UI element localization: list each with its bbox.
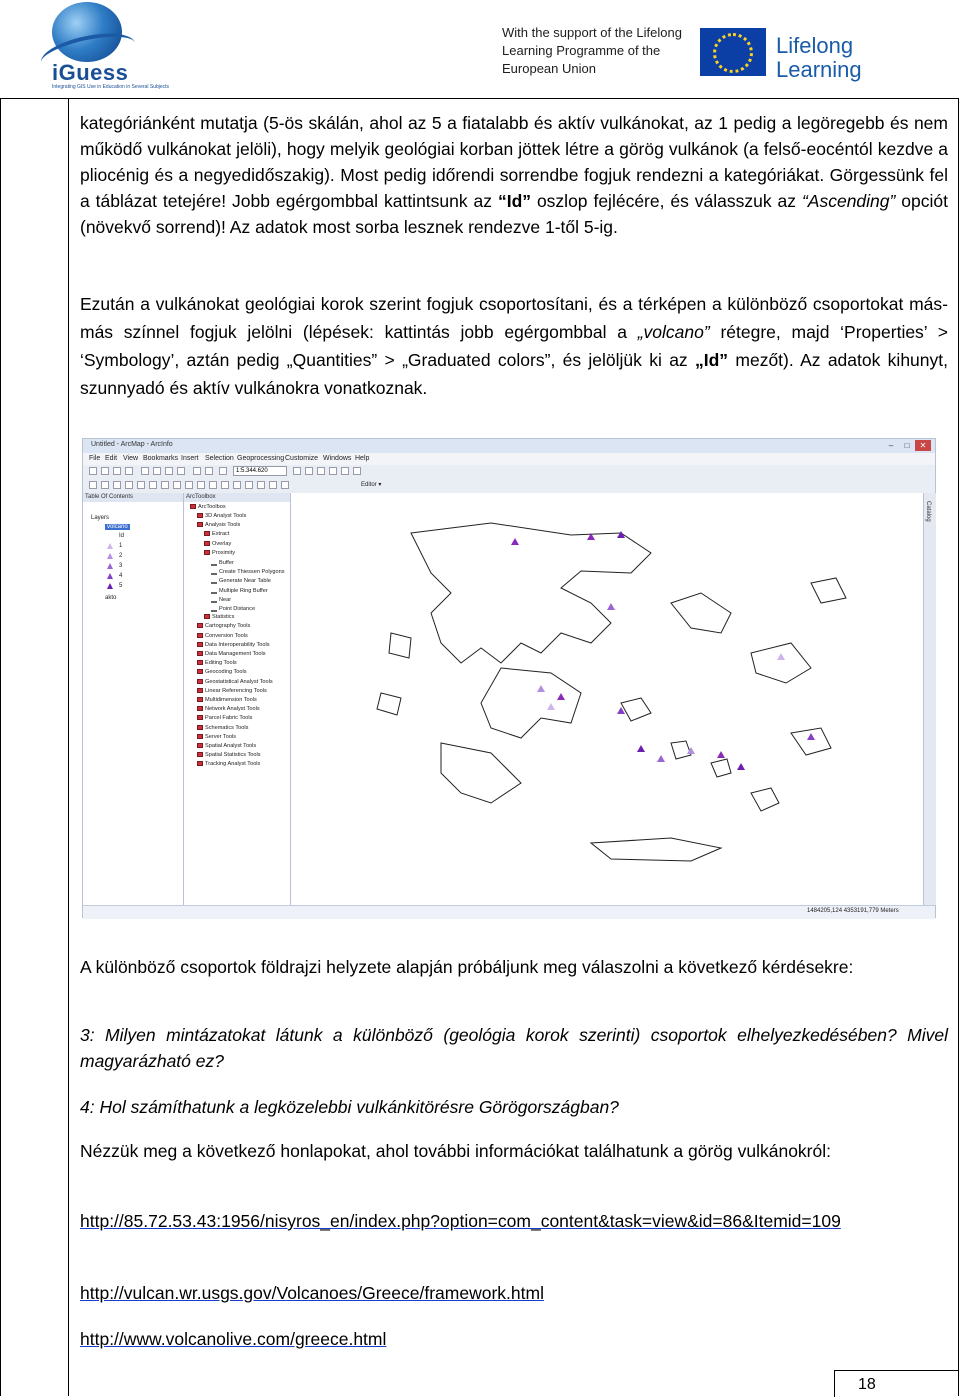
- toolbox-item-label: Spatial Statistics Tools: [205, 752, 261, 759]
- coordinate-readout: 1484205,124 4353191,779 Meters: [807, 908, 899, 914]
- toolbox-icon: [197, 642, 203, 647]
- class-5-symbol-icon: [107, 583, 113, 589]
- toolbox-item[interactable]: [197, 679, 273, 685]
- tool-icon: [211, 596, 217, 603]
- lifelong-learning-text: Lifelong Learning: [776, 33, 862, 82]
- volcano-point: [607, 603, 615, 610]
- content-table-divider: [68, 98, 69, 1396]
- toolbox-item-label: Overlay: [212, 540, 232, 547]
- toolbox-item-label: Tracking Analyst Tools: [205, 761, 261, 768]
- print-icon[interactable]: [125, 467, 133, 475]
- toolbox-icon: [204, 531, 210, 536]
- toolbox-item-label: 3D Analyst Tools: [205, 513, 247, 519]
- paragraph-sorting: [80, 110, 948, 240]
- toolbox-item[interactable]: [197, 688, 267, 694]
- toolbox-icon: [197, 752, 203, 757]
- toolbox-item[interactable]: [211, 587, 268, 594]
- toolbox-item[interactable]: [204, 550, 235, 556]
- toolbox-icon: [197, 623, 203, 628]
- toolbox-item-label: Data Management Tools: [205, 651, 266, 657]
- html-popup-icon[interactable]: [269, 481, 277, 489]
- catalog-tab-label: Catalog: [925, 501, 931, 522]
- full-extent-icon[interactable]: [125, 481, 133, 489]
- toc-layers[interactable]: Layers: [91, 515, 110, 521]
- toolbox-icon: [197, 697, 203, 702]
- toolbox-item-label: Spatial Analyst Tools: [205, 743, 257, 749]
- toolbox-item[interactable]: [204, 614, 234, 620]
- class-1-symbol-icon: [107, 543, 113, 549]
- undo-icon[interactable]: [193, 467, 201, 475]
- iguess-logo-subtitle: Integrating GIS Use in Education in Several Subjects: [52, 84, 170, 90]
- toolbox-icon: [197, 660, 203, 665]
- toolbox-item-label: Statistics: [212, 614, 235, 621]
- toolbox-item-label: Linear Referencing Tools: [205, 687, 267, 694]
- menu-file[interactable]: File: [89, 455, 101, 462]
- toolbox-item-label: Extract: [212, 531, 230, 538]
- toolbox-item[interactable]: [197, 522, 240, 528]
- cut-icon[interactable]: [141, 467, 149, 475]
- toolbox-item-label: Analysis Tools: [205, 522, 241, 529]
- toolbox-icon: [190, 504, 196, 509]
- toolbox-item-label: Cartography Tools: [205, 623, 251, 630]
- eu-flag-icon: [700, 28, 766, 76]
- menu-customize[interactable]: Customize: [285, 455, 319, 462]
- toolbox-root[interactable]: [190, 504, 226, 510]
- arctoolbox-icon[interactable]: [341, 467, 349, 475]
- question-3: 3: Milyen mintázatokat látunk a különböző (geológia korok szerinti) csoportok elhelyezkedésében? Mivel magyarázható ez?: [80, 1025, 948, 1071]
- clear-selection-icon[interactable]: [197, 481, 205, 489]
- iguess-logo-text: iGuess: [52, 60, 129, 85]
- hyperlink-icon[interactable]: [257, 481, 265, 489]
- time-slider-icon[interactable]: [281, 481, 289, 489]
- minimize-button[interactable]: –: [888, 441, 894, 450]
- standard-toolbar: [83, 465, 935, 480]
- toolbox-item[interactable]: [197, 706, 260, 712]
- p1-text-c: opciót (növekvő sorrend)! Az adatok most sorba lesznek rendezve 1-től 5-ig.: [80, 191, 948, 237]
- toolbox-item[interactable]: [197, 651, 266, 657]
- page-number: 18: [858, 1376, 876, 1393]
- identify-icon[interactable]: [221, 481, 229, 489]
- toolbox-icon: [197, 513, 203, 518]
- toolbox-item[interactable]: [197, 642, 270, 648]
- toolbox-item-label: Parcel Fabric Tools: [205, 715, 253, 722]
- toolbox-item[interactable]: [211, 559, 234, 566]
- question-4: 4: Hol számíthatunk a legközelebbi vulkánkitörésre Görögországban?: [80, 1097, 619, 1117]
- toolbox-item-label: Point Distance: [219, 605, 256, 612]
- toolbox-item[interactable]: [197, 725, 248, 731]
- lifelong-learning-logo: [502, 24, 882, 88]
- paragraph-grouping: [80, 290, 948, 402]
- arctoolbox-header: ArcToolbox: [184, 493, 290, 502]
- fixed-zoom-in-icon[interactable]: [137, 481, 145, 489]
- save-icon[interactable]: [113, 467, 121, 475]
- toolbox-icon: [197, 761, 203, 766]
- tool-icon: [211, 577, 217, 584]
- back-icon[interactable]: [161, 481, 169, 489]
- toolbox-item[interactable]: [197, 669, 247, 675]
- toolbox-icon: [197, 688, 203, 693]
- close-button[interactable]: ✕: [915, 440, 931, 451]
- p1-text-a: kategóriánként mutatja (5-ös skálán, ahol az 5 a fiatalabb és aktív vulkánokat, az 1 pedig a legöregebb és nem működő vulkánokat jelöli), hogy melyik geológiai korban jöttek létre a görög vulkánok (a felső-eocéntól kezdve a pliocénig és a negyedidőszakig). Most pedig időrendi sorrendbe fogjuk rendezni a kategóriákat. Görgessünk fel a táblázat tetejére! Jobb egérgombbal kattintsunk az: [80, 113, 948, 211]
- volcano-point: [511, 538, 519, 545]
- toolbox-item[interactable]: [197, 761, 260, 767]
- toolbox-item-label: Buffer: [219, 559, 234, 566]
- map-scale-input[interactable]: 1:5.344.620: [233, 466, 287, 476]
- catalog-icon[interactable]: [317, 467, 325, 475]
- class-5-label: 5: [119, 583, 123, 589]
- toolbox-item-label: Server Tools: [205, 733, 236, 740]
- toolbox-item-label: Data Interoperability Tools: [205, 641, 270, 648]
- menu-bar: [83, 453, 935, 465]
- greece-map: [291, 493, 923, 905]
- toolbox-item[interactable]: [211, 596, 231, 603]
- paste-icon[interactable]: [165, 467, 173, 475]
- paragraph-questions-intro: A különböző csoportok földrajzi helyzete alapján próbáljunk meg válaszolni a következő kérdésekre:: [80, 957, 854, 977]
- menu-edit[interactable]: Edit: [105, 455, 118, 462]
- toolbox-item[interactable]: [197, 752, 261, 758]
- arctoolbox-panel: [184, 493, 291, 905]
- toc-header: Table Of Contents: [83, 493, 183, 502]
- volcano-point: [657, 755, 665, 762]
- menu-windows[interactable]: Windows: [323, 455, 352, 462]
- status-bar: [83, 905, 935, 919]
- toolbox-item[interactable]: [211, 577, 271, 584]
- p1-text-b: oszlop fejlécére, és válasszuk az: [531, 191, 802, 211]
- toolbox-icon: [197, 651, 203, 656]
- toolbox-item[interactable]: [211, 568, 285, 575]
- measure-icon[interactable]: [245, 481, 253, 489]
- p1-id-field: “Id”: [497, 191, 532, 211]
- add-data-icon[interactable]: [219, 467, 227, 475]
- menu-bookmarks[interactable]: Bookmarks: [143, 455, 179, 462]
- forward-icon[interactable]: [173, 481, 181, 489]
- redo-icon[interactable]: [205, 467, 213, 475]
- new-icon[interactable]: [89, 467, 97, 475]
- toolbox-root-label: ArcToolbox: [198, 504, 226, 510]
- toolbox-item-label: Geocoding Tools: [205, 669, 247, 676]
- toolbox-item-label: Near: [219, 596, 232, 603]
- p2-text-b: rétegre, majd ‘Properties’ > ‘Symbology’, aztán pedig „Quantities” > „Graduated colors”, és jelöljük ki az: [80, 322, 949, 370]
- class-4-symbol-icon: [107, 573, 113, 579]
- support-text: With the support of the Lifelong Learning Programme of the European Union: [502, 25, 682, 76]
- volcano-point: [557, 693, 565, 700]
- class-4-label: 4: [119, 573, 123, 579]
- menu-selection[interactable]: Selection: [205, 455, 234, 462]
- toolbox-item[interactable]: [197, 743, 256, 749]
- zoom-out-icon[interactable]: [101, 481, 109, 489]
- menu-help[interactable]: Help: [355, 455, 370, 462]
- toolbox-item[interactable]: [204, 531, 229, 537]
- python-icon[interactable]: [353, 467, 361, 475]
- page-number-box: [834, 1370, 959, 1397]
- copy-icon[interactable]: [153, 467, 161, 475]
- toolbox-icon: [197, 743, 203, 748]
- p2-id-field: „Id”: [695, 350, 729, 370]
- zoom-in-icon[interactable]: [89, 481, 97, 489]
- toolbox-item-label: Network Analyst Tools: [205, 706, 260, 713]
- iguess-logo: [40, 2, 200, 88]
- toc-field-id: Id: [119, 533, 125, 539]
- volcano-point: [717, 751, 725, 758]
- toc-akto-layer[interactable]: akto: [105, 595, 117, 601]
- editor-toolbar-icon[interactable]: [293, 467, 301, 475]
- toolbox-item-label: Editing Tools: [205, 660, 237, 667]
- toolbox-icon: [197, 669, 203, 674]
- class-3-label: 3: [119, 563, 123, 569]
- find-icon[interactable]: [233, 481, 241, 489]
- toolbox-icon: [197, 715, 203, 720]
- class-2-symbol-icon: [107, 553, 113, 559]
- editor-menu[interactable]: Editor ▾: [361, 482, 382, 488]
- toolbox-item-label: Create Thiessen Polygons: [219, 569, 285, 576]
- class-3-symbol-icon: [107, 563, 113, 569]
- page-header: [0, 0, 960, 98]
- link-usgs[interactable]: http://vulcan.wr.usgs.gov/Volcanoes/Greece/framework.html: [80, 1283, 544, 1303]
- toolbox-item[interactable]: [197, 715, 252, 721]
- paragraph-websites: Nézzük meg a következő honlapokat, ahol további információkat találhatunk a görög vulkánokról:: [80, 1141, 831, 1161]
- toolbox-item-label: Multidimension Tools: [205, 697, 257, 703]
- toolbox-icon: [204, 550, 210, 555]
- search-icon[interactable]: [329, 467, 337, 475]
- open-icon[interactable]: [101, 467, 109, 475]
- catalog-tab[interactable]: [923, 493, 936, 905]
- toolbox-item-label: Multiple Ring Buffer: [219, 587, 268, 594]
- tool-icon: [211, 559, 217, 566]
- class-1-label: 1: [119, 543, 123, 549]
- link-volcanolive[interactable]: http://www.volcanolive.com/greece.html: [80, 1329, 387, 1349]
- pan-icon[interactable]: [113, 481, 121, 489]
- toolbox-item[interactable]: [197, 697, 257, 703]
- volcano-point: [637, 745, 645, 752]
- delete-icon[interactable]: [177, 467, 185, 475]
- tools-toolbar: [83, 479, 935, 494]
- toolbox-item-label: Generate Near Table: [219, 578, 271, 585]
- maximize-button[interactable]: □: [904, 441, 910, 450]
- toolbox-item[interactable]: [197, 734, 236, 740]
- toolbox-item[interactable]: [197, 623, 250, 629]
- window-title: Untitled - ArcMap - ArcInfo: [91, 441, 173, 448]
- volcano-points: [511, 531, 815, 770]
- toolbox-icon: [197, 706, 203, 711]
- tool-icon: [211, 587, 217, 594]
- toolbox-icon: [204, 541, 210, 546]
- toolbox-icon: [197, 725, 203, 730]
- toolbox-icon: [197, 522, 203, 527]
- volcano-point: [807, 733, 815, 740]
- toolbox-item[interactable]: [197, 660, 237, 666]
- toolbox-item[interactable]: [197, 513, 246, 519]
- toc-icon[interactable]: [305, 467, 313, 475]
- volcano-point: [547, 703, 555, 710]
- p2-text-c: mezőt). Az adatok kihunyt, szunnyadó és aktív vulkánokra vonatkoznak.: [80, 350, 948, 398]
- toolbox-item[interactable]: [197, 633, 248, 639]
- coastline-outlines: [377, 523, 846, 861]
- toolbox-item-label: Conversion Tools: [205, 632, 248, 639]
- menu-insert[interactable]: Insert: [181, 455, 199, 462]
- toolbox-item-label: Schematics Tools: [205, 724, 249, 731]
- p2-volcano-layer: „volcano”: [637, 322, 710, 342]
- select-features-icon[interactable]: [185, 481, 193, 489]
- link-nisyros[interactable]: http://85.72.53.43:1956/nisyros_en/index.php?option=com_content&task=view&id=86&Itemid=109: [80, 1211, 841, 1231]
- toc-volcano-layer[interactable]: volcano: [107, 524, 128, 530]
- p2-text-a: Ezután a vulkánokat geológiai korok szerint fogjuk csoportosítani, és a térképen a különböző csoportokat más-más színnel fogjuk jelölni (lépések: kattintás jobb egérgombbal a: [80, 294, 948, 342]
- table-of-contents: [83, 493, 184, 905]
- tool-icon: [211, 568, 217, 575]
- toolbox-icon: [197, 734, 203, 739]
- volcano-point: [777, 653, 785, 660]
- tool-icon: [211, 605, 217, 612]
- window-titlebar: [83, 439, 935, 454]
- menu-geoprocessing[interactable]: Geoprocessing: [237, 455, 285, 462]
- select-elements-icon[interactable]: [209, 481, 217, 489]
- toolbox-icon: [197, 679, 203, 684]
- p1-ascending: “Ascending”: [801, 191, 896, 211]
- volcano-point: [537, 685, 545, 692]
- map-view[interactable]: [291, 493, 923, 905]
- arcmap-screenshot: [82, 438, 936, 918]
- menu-view[interactable]: View: [123, 455, 139, 462]
- volcano-point: [737, 763, 745, 770]
- toolbox-icon: [204, 614, 210, 619]
- toolbox-item-label: Geostatistical Analyst Tools: [205, 678, 273, 685]
- class-2-label: 2: [119, 553, 123, 559]
- toolbox-item[interactable]: [211, 605, 255, 612]
- toolbox-icon: [197, 633, 203, 638]
- toolbox-item[interactable]: [204, 541, 231, 547]
- eu-stars-icon: [713, 33, 753, 73]
- toolbox-item-label: Proximity: [212, 549, 235, 556]
- fixed-zoom-out-icon[interactable]: [149, 481, 157, 489]
